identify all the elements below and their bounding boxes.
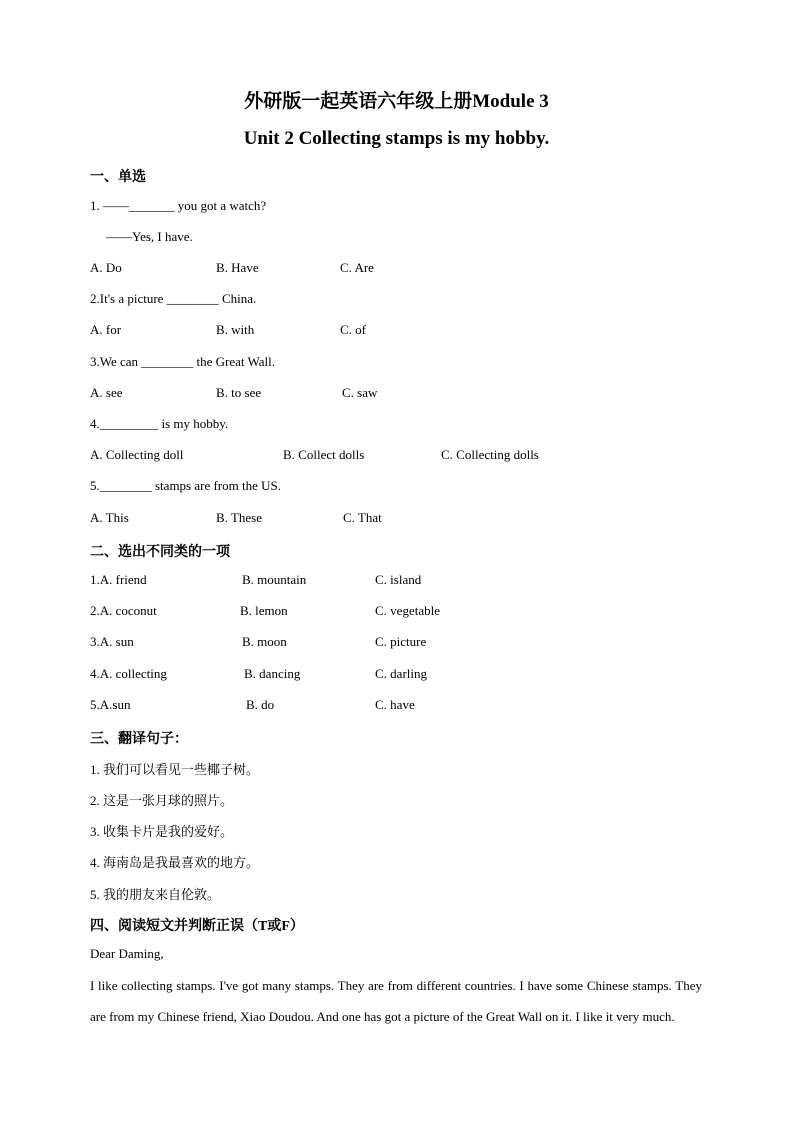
question-stem: 5.________ stamps are from the US. (90, 478, 282, 493)
section-heading-single-choice: 一、单选 (90, 170, 146, 185)
question-stem: 4._________ is my hobby. (90, 416, 229, 431)
section-heading-translate: 三、翻译句子： (90, 732, 188, 747)
option-c: C. Collecting dolls (441, 447, 539, 462)
option-a: A. for (90, 322, 122, 337)
item-b: B. lemon (240, 603, 288, 618)
item-b: B. do (246, 697, 275, 712)
question-stem: 1. ——_______ you got a watch? (90, 198, 267, 213)
document-title: 外研版一起英语六年级上册Module 3 (244, 91, 549, 112)
question-stem: 3.We can ________ the Great Wall. (90, 354, 276, 369)
option-a: A. Collecting doll (90, 447, 184, 462)
item-c: C. darling (375, 666, 427, 681)
option-b: B. These (216, 510, 262, 525)
option-b: B. to see (216, 385, 262, 400)
option-a: A. Do (90, 260, 122, 275)
option-c: C. saw (342, 385, 378, 400)
option-b: B. Have (216, 260, 259, 275)
option-a: A. This (90, 510, 129, 525)
item-a: 5.A.sun (90, 697, 131, 712)
item-c: C. have (375, 697, 415, 712)
question-answer-line: ——Yes, I have. (106, 229, 193, 244)
translation-item: 2. 这是一张月球的照片。 (90, 793, 234, 808)
item-a: 2.A. coconut (90, 603, 157, 618)
translation-item: 4. 海南岛是我最喜欢的地方。 (90, 855, 260, 870)
item-a: 3.A. sun (90, 634, 134, 649)
item-c: C. island (375, 572, 422, 587)
unit-title: Unit 2 Collecting stamps is my hobby. (243, 128, 550, 149)
translation-item: 5. 我的朋友来自伦敦。 (90, 887, 221, 902)
translation-item: 3. 收集卡片是我的爱好。 (90, 824, 234, 839)
letter-salutation: Dear Daming, (90, 946, 164, 961)
option-c: C. That (343, 510, 382, 525)
item-c: C. vegetable (375, 603, 440, 618)
item-a: 4.A. collecting (90, 666, 167, 681)
section-heading-reading: 四、阅读短文并判断正误（T或F） (90, 919, 304, 934)
option-c: C. Are (340, 260, 374, 275)
item-b: B. mountain (242, 572, 307, 587)
section-heading-odd-one-out: 二、选出不同类的一项 (90, 545, 230, 560)
item-b: B. dancing (244, 666, 301, 681)
translation-item: 1. 我们可以看见一些椰子树。 (90, 762, 260, 777)
reading-paragraph: I like collecting stamps. I've got many stamps. They are from different countries. I have some Chinese stamps. They are from my Chinese friend, Xiao Doudou. And one has got a picture of the Great Wall on it. I like it very much. (90, 978, 702, 1024)
item-a: 1.A. friend (90, 572, 147, 587)
item-b: B. moon (242, 634, 287, 649)
question-stem: 2.It's a picture ________ China. (90, 291, 257, 306)
option-c: C. of (340, 322, 366, 337)
option-b: B. with (216, 322, 255, 337)
item-c: C. picture (375, 634, 427, 649)
option-b: B. Collect dolls (283, 447, 365, 462)
option-a: A. see (90, 385, 123, 400)
